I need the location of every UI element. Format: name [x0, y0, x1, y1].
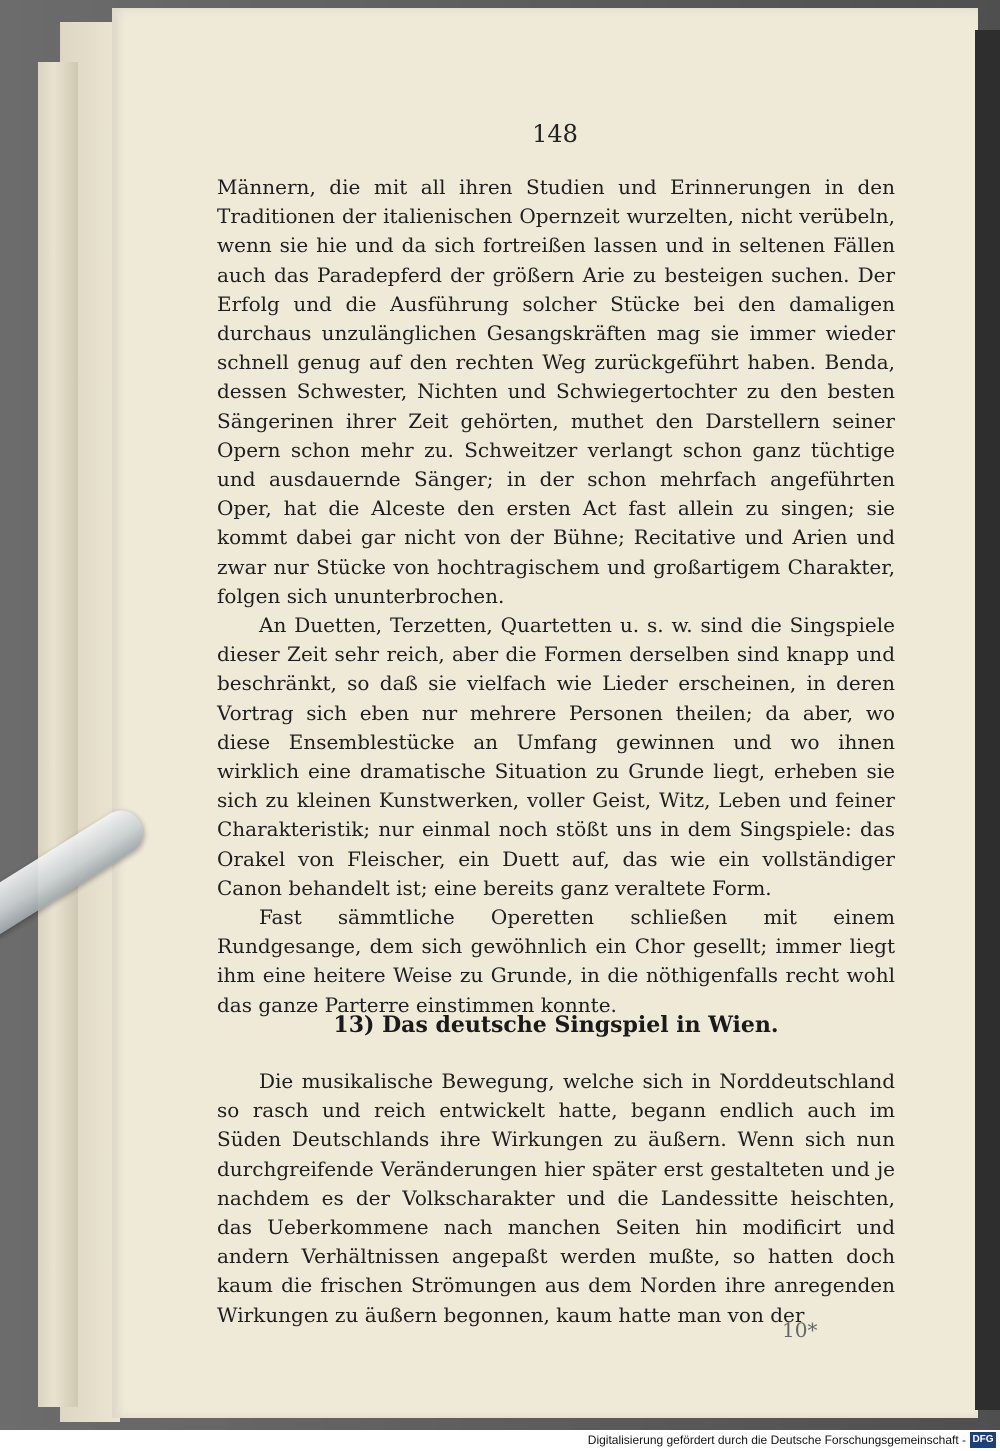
paragraph-1: Männern, die mit all ihren Studien und Erinnerungen in den Traditionen der italienischen Opernzeit wurzelten, nicht verübeln, wenn sie hie und da sich fortreißen lassen und in seltenen Fällen auch das Paradepferd der größern Arie zu besteigen suchen. Der Erfolg und die Ausführung solcher Stücke bei den damaligen durchaus unzulänglichen Gesangskräften mag sie immer wieder schnell genug auf den rechten Weg zurückgeführt haben. Benda, dessen Schwester, Nichten und Schwiegertochter zu den besten Sängerinen ihrer Zeit gehörten, muthet den Darstellern seiner Opern schon mehr zu. Schweitzer verlangt schon ganz tüchtige und ausdauernde Sänger; in der schon mehrfach angeführten Oper, hat die Alceste den ersten Act fast allein zu singen; sie kommt dabei gar nicht von der Bühne; Recitative und Arien und zwar nur Stücke von hochtragischem und großartigem Charakter, folgen sich ununterbrochen.	[217, 175, 895, 608]
paragraph-4: Die musikalische Bewegung, welche sich in Norddeutschland so rasch und reich entwickelt hatte, begann endlich auch im Süden Deutschlands ihre Wirkungen zu äußern. Wenn sich nun durchgreifende Veränderungen hier später erst gestalteten und je nachdem es der Volkscharakter und die Landessitte heischten, das Ueberkommene nach manchen Seiten hin modificirt und andern Verhältnissen angepaßt werden mußte, so hatten doch kaum die frischen Strömungen aus dem Norden ihre anregenden Wirkungen zu äußern begonnen, kaum hatte man von der	[217, 1069, 895, 1327]
paragraph-3: Fast sämmtliche Operetten schließen mit einem Rundgesange, dem sich gewöhnlich ein Chor gesellt; immer liegt ihm eine heitere Weise zu Grunde, in die nöthigenfalls recht wohl das ganze Parterre einstimmen konnte.	[217, 905, 895, 1017]
dfg-logo-icon: DFG	[970, 1432, 996, 1448]
page-number: 148	[532, 120, 578, 148]
footer-credit: Digitalisierung gefördert durch die Deutsche Forschungsgemeinschaft -	[587, 1433, 966, 1447]
body-text-top	[217, 173, 895, 1020]
body-text-bottom	[217, 1067, 895, 1330]
section-heading: 13) Das deutsche Singspiel in Wien.	[333, 1012, 779, 1038]
signature-mark: 10*	[782, 1318, 818, 1342]
paragraph-2: An Duetten, Terzetten, Quartetten u. s. w. sind die Singspiele dieser Zeit sehr reich, aber die Formen derselben sind knapp und beschränkt, so daß sie vielfach wie Lieder erscheinen, in deren Vortrag sich eben nur mehrere Personen theilen; da aber, wo diese Ensemblestücke an Umfang gewinnen und wo ihnen wirklich eine dramatische Situation zu Grunde liegt, erheben sie sich zu kleinen Kunstwerken, voller Geist, Witz, Leben und feiner Charakteristik; nur einmal noch stößt uns in dem Singspiele: das Orakel von Fleischer, ein Duett auf, das wie ein vollständiger Canon behandelt ist; eine bereits ganz veraltete Form.	[217, 613, 895, 900]
book-edge	[38, 62, 78, 1407]
right-margin-shadow	[975, 30, 1000, 1410]
footer-bar	[0, 1430, 1000, 1451]
